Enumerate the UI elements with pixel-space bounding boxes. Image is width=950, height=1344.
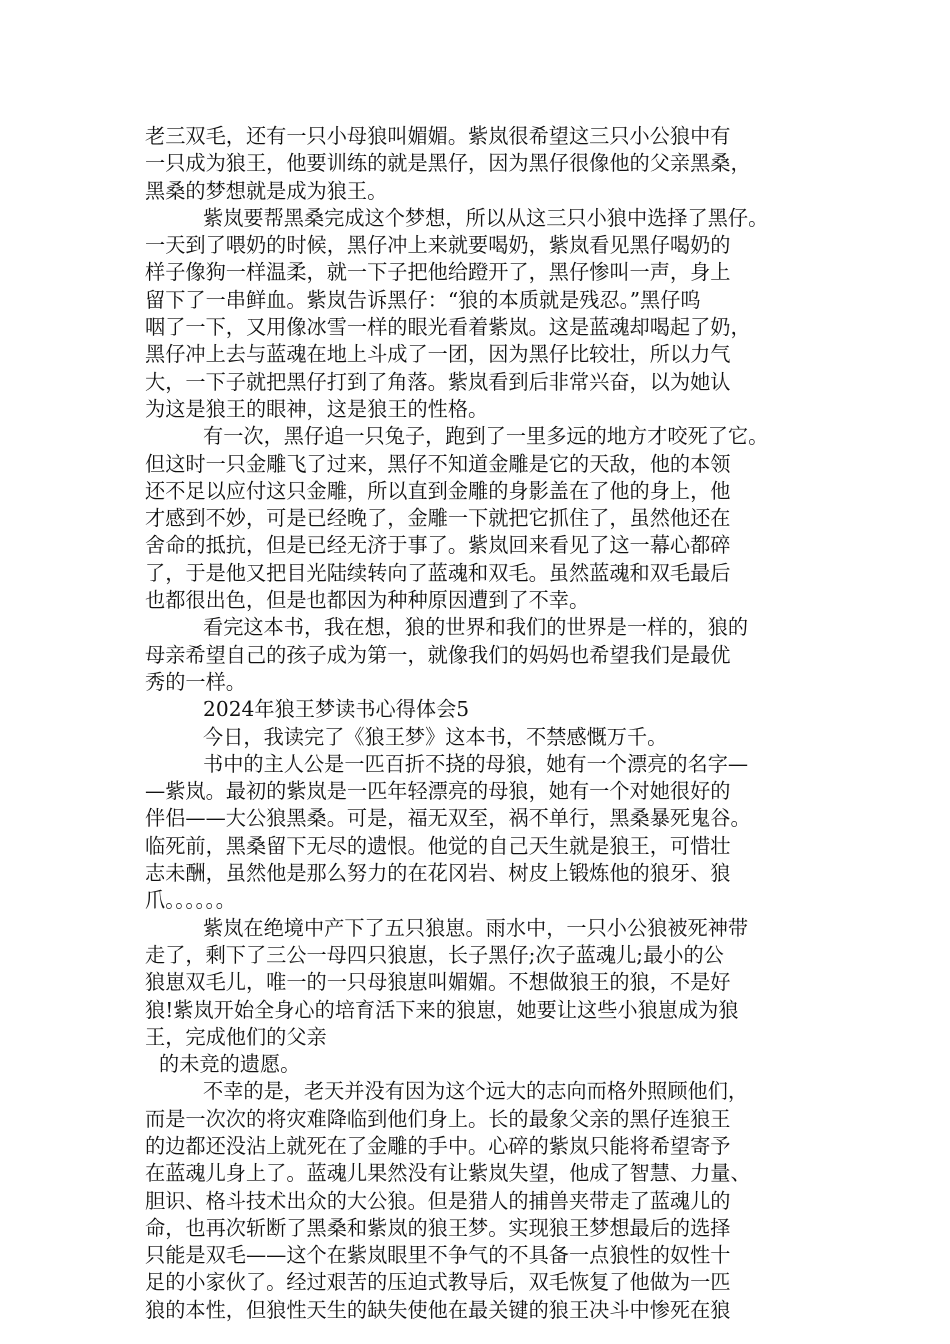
text-line: 看完这本书，我在想，狼的世界和我们的世界是一样的，狼的 bbox=[203, 615, 749, 640]
text-line: 走了，剩下了三公一母四只狼崽，长子黑仔;次子蓝魂儿;最小的公 bbox=[145, 942, 724, 967]
text-line: —紫岚。最初的紫岚是一匹年轻漂亮的母狼，她有一个对她很好的 bbox=[145, 779, 731, 804]
text-line: 为这是狼王的眼神，这是狼王的性格。 bbox=[145, 396, 489, 421]
text-line: 王，完成他们的父亲 bbox=[145, 1024, 327, 1049]
text-line: 还不足以应付这只金雕，所以直到金雕的身影盖在了他的身上，他 bbox=[145, 478, 731, 503]
text-line: 大，一下子就把黑仔打到了角落。紫岚看到后非常兴奋，以为她认 bbox=[145, 369, 731, 394]
text-line: 狼崽双毛儿，唯一的一只母狼崽叫媚媚。不想做狼王的狼，不是好 bbox=[145, 970, 731, 995]
text-line: 一只成为狼王，他要训练的就是黑仔，因为黑仔很像他的父亲黑桑， bbox=[145, 151, 751, 176]
text-line: 狼的本性，但狼性天生的缺失使他在最关键的狼王决斗中惨死在狼 bbox=[145, 1297, 731, 1322]
text-line: 舍命的抵抗，但是已经无济于事了。紫岚回来看见了这一幕心都碎 bbox=[145, 533, 731, 558]
text-line: 临死前，黑桑留下无尽的遗恨。他觉的自己天生就是狼王，可惜壮 bbox=[145, 833, 731, 858]
text-line: 在蓝魂儿身上了。蓝魂儿果然没有让紫岚失望，他成了智慧、力量、 bbox=[145, 1161, 751, 1186]
text-line: 命，也再次斩断了黑桑和紫岚的狼王梦。实现狼王梦想最后的选择 bbox=[145, 1215, 731, 1240]
text-line: 爪。。。。。。 bbox=[145, 888, 236, 913]
text-line: 只能是双毛——这个在紫岚眼里不争气的不具备一点狼性的奴性十 bbox=[145, 1243, 731, 1268]
text-line: 2024年狼王梦读书心得体会5 bbox=[203, 697, 470, 722]
text-line: 但这时一只金雕飞了过来，黑仔不知道金雕是它的天敌，他的本领 bbox=[145, 451, 731, 476]
text-line: 不幸的是，老天并没有因为这个远大的志向而格外照顾他们， bbox=[203, 1079, 749, 1104]
text-line: 紫岚在绝境中产下了五只狼崽。雨水中，一只小公狼被死神带 bbox=[203, 915, 749, 940]
text-line: 咽了一下，又用像冰雪一样的眼光看着紫岚。这是蓝魂却喝起了奶， bbox=[145, 315, 751, 340]
text-line: 狼!紫岚开始全身心的培育活下来的狼崽，她要让这些小狼崽成为狼 bbox=[145, 997, 739, 1022]
text-line: 的边都还没沾上就死在了金雕的手中。心碎的紫岚只能将希望寄予 bbox=[145, 1133, 731, 1158]
document-body bbox=[145, 123, 810, 1324]
text-line: 样子像狗一样温柔，就一下子把他给蹬开了，黑仔惨叫一声，身上 bbox=[145, 260, 731, 285]
text-line: 黑仔冲上去与蓝魂在地上斗成了一团，因为黑仔比较壮，所以力气 bbox=[145, 342, 731, 367]
text-line: 有一次，黑仔追一只兔子，跑到了一里多远的地方才咬死了它。 bbox=[203, 424, 769, 449]
text-line: 也都很出色，但是也都因为种种原因遭到了不幸。 bbox=[145, 588, 590, 613]
text-line: 老三双毛，还有一只小母狼叫媚媚。紫岚很希望这三只小公狼中有 bbox=[145, 124, 731, 148]
text-line: 书中的主人公是一匹百折不挠的母狼，她有一个漂亮的名字— bbox=[203, 751, 749, 776]
text-line: 的未竞的遗愿。 bbox=[159, 1052, 301, 1077]
text-line: 足的小家伙了。经过艰苦的压迫式教导后，双毛恢复了他做为一匹 bbox=[145, 1270, 731, 1295]
text-line: 留下了一串鲜血。紫岚告诉黑仔：“狼的本质就是残忍。”黑仔呜 bbox=[145, 287, 701, 312]
text-line: 而是一次次的将灾难降临到他们身上。长的最象父亲的黑仔连狼王 bbox=[145, 1106, 731, 1131]
text-line: 胆识、格斗技术出众的大公狼。但是猎人的捕兽夹带走了蓝魂儿的 bbox=[145, 1188, 731, 1213]
text-line: 母亲希望自己的孩子成为第一，就像我们的妈妈也希望我们是最优 bbox=[145, 642, 731, 667]
text-line: 志未酬，虽然他是那么努力的在花冈岩、树皮上锻炼他的狼牙、狼 bbox=[145, 861, 731, 886]
text-line: 秀的一样。 bbox=[145, 669, 246, 694]
text-line: 黑桑的梦想就是成为狼王。 bbox=[145, 178, 388, 203]
text-line: 伴侣——大公狼黑桑。可是，福无双至，祸不单行，黑桑暴死鬼谷。 bbox=[145, 806, 751, 831]
text-line: 了，于是他又把目光陆续转向了蓝魂和双毛。虽然蓝魂和双毛最后 bbox=[145, 560, 731, 585]
text-line: 才感到不妙，可是已经晚了，金雕一下就把它抓住了，虽然他还在 bbox=[145, 506, 731, 531]
text-line: 紫岚要帮黑桑完成这个梦想，所以从这三只小狼中选择了黑仔。 bbox=[203, 205, 769, 230]
text-line: 一天到了喂奶的时候，黑仔冲上来就要喝奶，紫岚看见黑仔喝奶的 bbox=[145, 233, 731, 258]
text-line: 今日，我读完了《狼王梦》这本书，不禁感慨万千。 bbox=[203, 724, 668, 749]
